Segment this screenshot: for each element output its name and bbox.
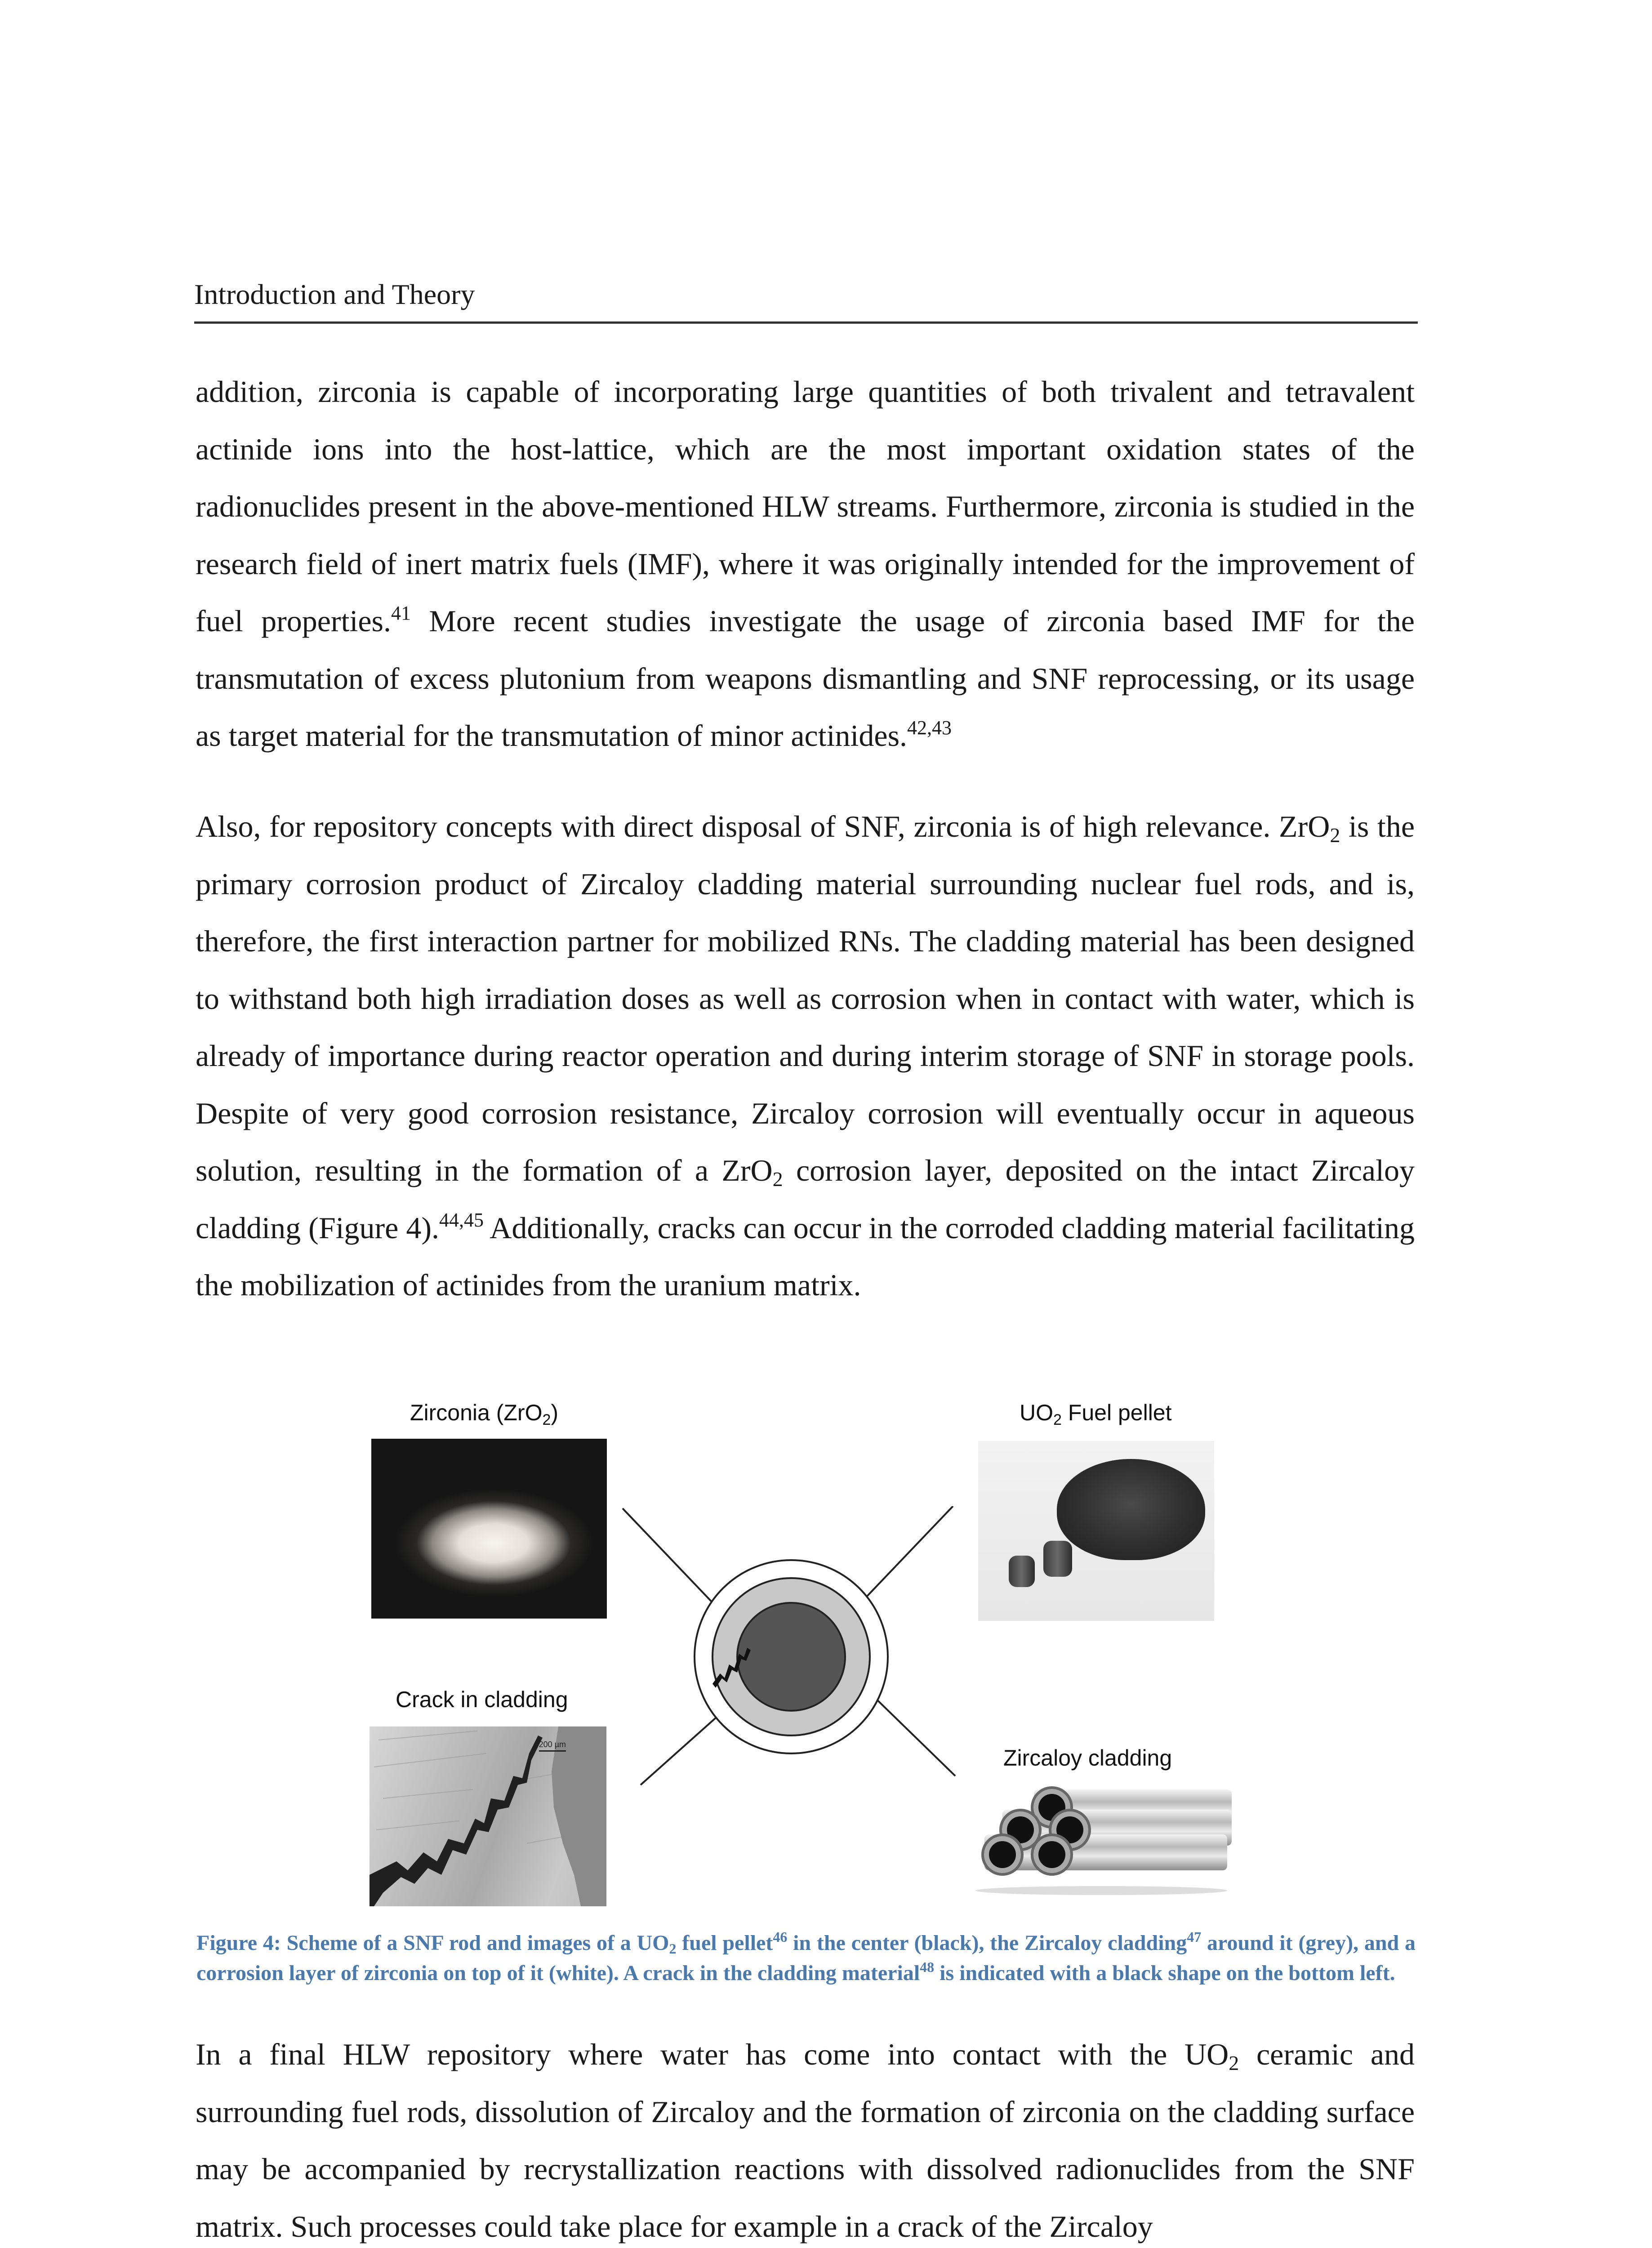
crack-in-cladding-photo <box>370 1726 606 1906</box>
paragraph-1 <box>196 363 1415 765</box>
paragraph-2-text-a: Also, for repository concepts with direct disposal of SNF, zirconia is of high relevance. ZrO <box>196 809 1330 843</box>
crack-micrograph <box>370 1726 606 1906</box>
paragraph-2 <box>196 798 1415 1314</box>
zirconia-powder-photo <box>371 1439 607 1619</box>
tube-bundle <box>975 1788 1232 1895</box>
citation-42-43: 42,43 <box>907 717 952 739</box>
scale-bar: 200 µm <box>539 1740 566 1752</box>
paragraph-2-text-b: is the primary corrosion product of Zircaloy cladding material surrounding nuclear fuel rods, and is, therefore, the first interaction partner for mobilized RNs. The cladding material has been designed to withstand both high irradiation doses as well as corrosion when in contact with water, which is already of importance during reactor operation and during interim storage of SNF in storage pools. Despite of very good corrosion resistance, Zircaloy corrosion will eventually occur in aqueous solution, resulting in the formation of a ZrO <box>196 809 1415 1187</box>
subscript-2: 2 <box>1330 824 1340 847</box>
paragraph-3-text-b: ceramic and surrounding fuel rods, dissolution of Zircaloy and the formation of zirconia on the cladding surface may be accompanied by recrystallization reactions with dissolved radionuclides from the SNF matrix. Such processes could take place for example in a crack of the Zircaloy <box>196 2037 1415 2244</box>
paragraph-1-text-a: addition, zirconia is capable of incorporating large quantities of both trivalent and tetravalent actinide ions into the host-lattice, which are the most important oxidation states of the radionuclides present in the above-mentioned HLW streams. Furthermore, zirconia is studied in the research field of inert matrix fuels (IMF), where it was originally intended for the improvement of fuel properties. <box>196 375 1415 638</box>
citation-41: 41 <box>391 602 411 624</box>
snf-rod-scheme <box>602 1506 998 1798</box>
paragraph-3-text-a: In a final HLW repository where water has come into contact with the UO <box>196 2037 1229 2071</box>
subscript-2: 2 <box>772 1168 783 1191</box>
uo2-fuel-pellet-photo <box>978 1441 1214 1621</box>
header-rule <box>194 321 1418 324</box>
citation-46: 46 <box>773 1929 788 1945</box>
subscript-2: 2 <box>1229 2052 1239 2074</box>
paragraph-2-text-d: Additionally, cracks can occur in the corroded cladding material facilitating the mobilization of actinides from the uranium matrix. <box>196 1210 1415 1302</box>
figure-caption: Figure 4: Scheme of a SNF rod and images of a $UO_2$ fuel pellet$^{46}$ in the center (black), the Zircaloy cladding$^{47}$ around it (grey), and a corrosion layer of zirconia on top of it (white). A crack in the cladding material$^{48}$ is indicated with a black shape on the bottom left. <box>196 1929 1416 1985</box>
running-header: Introduction and Theory <box>194 278 475 310</box>
paragraph-2-text-c: corrosion layer, deposited on the intact Zircaloy cladding (Figure 4). <box>196 1153 1415 1245</box>
label-crack-in-cladding: Crack in cladding <box>396 1687 568 1712</box>
uo2-fuel-core <box>737 1603 845 1711</box>
citation-48: 48 <box>920 1959 935 1975</box>
label-zircaloy-cladding: Zircaloy cladding <box>1003 1745 1172 1771</box>
paragraph-3 <box>196 2026 1415 2248</box>
citation-47: 47 <box>1187 1929 1202 1945</box>
fuel-pellet <box>1043 1541 1072 1577</box>
uo2-powder-pile <box>1057 1459 1205 1560</box>
citation-44-45: 44,45 <box>439 1209 484 1231</box>
zircaloy-tubes-photo <box>966 1785 1236 1897</box>
paragraph-1-text-b: More recent studies investigate the usage of zirconia based IMF for the transmutation of excess plutonium from weapons dismantling and SNF reprocessing, or its usage as target material for the transmutation of minor actinides. <box>196 604 1415 753</box>
fuel-pellet <box>1009 1556 1035 1587</box>
label-zirconia: Zirconia (ZrO$_2$) <box>410 1400 559 1428</box>
cladding-edge <box>552 1726 606 1906</box>
label-uo2-fuel-pellet: $UO_2$ Fuel pellet <box>1020 1400 1172 1428</box>
